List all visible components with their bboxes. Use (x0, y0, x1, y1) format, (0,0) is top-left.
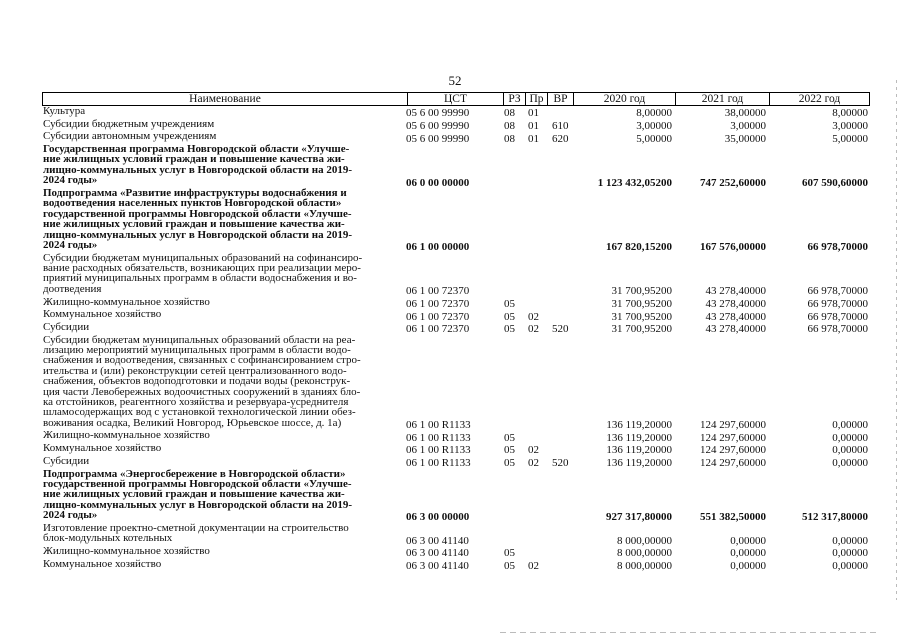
row-2021: 551 382,50000 (700, 511, 766, 524)
table-row (42, 546, 870, 559)
row-2021: 747 252,60000 (700, 176, 766, 189)
table-row (42, 456, 870, 469)
row-2020: 136 119,20000 (606, 419, 672, 432)
row-cst: 06 1 00 R1133 (406, 457, 471, 470)
row-2020: 3,00000 (636, 119, 672, 132)
table-row (42, 297, 870, 310)
row-name: Субсидии бюджетным учреждениям (43, 117, 215, 130)
table-row (42, 469, 870, 523)
table-row (42, 559, 870, 572)
row-cst: 06 0 00 00000 (406, 176, 470, 189)
row-name: Подпрограмма «Энергосбережение в Новгородской области» государственной программы Новгородской области «Улучше- ние жилищных условий граждан и повышение качества жи- лищно-коммунальных услуг в Новгородской области на 2019- 2024 годы» (43, 467, 353, 522)
row-2022: 0,00000 (832, 457, 868, 470)
row-rz: 05 (504, 431, 515, 444)
row-2022: 0,00000 (832, 547, 868, 560)
row-name: Изготовление проектно-сметной документации на строительство блок-модульных котельных (43, 521, 349, 545)
row-pr: 02 (528, 323, 539, 336)
row-rz: 05 (504, 297, 515, 310)
row-pr: 02 (528, 444, 539, 457)
row-2022: 66 978,70000 (807, 297, 868, 310)
row-2021: 124 297,60000 (700, 419, 766, 432)
row-name: Субсидии (43, 454, 90, 467)
row-2020: 8,00000 (636, 107, 672, 120)
row-vr: 620 (552, 132, 569, 145)
table-row (42, 188, 870, 253)
row-rz: 05 (504, 559, 515, 572)
row-cst: 06 1 00 72370 (406, 297, 470, 310)
row-2021: 3,00000 (730, 119, 766, 132)
row-vr: 610 (552, 119, 569, 132)
row-name: Субсидии бюджетам муниципальных образований области на реа- лизацию мероприятий муниципальных программ в области водо- снабжения и водоотведения, связанных с софинансированием стро- ительства и (или) реконструкции сетей централизованного водо- снабжения, объектов водоподготовки и подачи воды (реконструк- ция части Левобережных водоочистных сооружений в зданиях бло- ка отстойников, реагентного хозяйства и резервуара-усреднителя шламосодержащих вод с установкой технологической линии обез- воживания осадка, Великий Новгород, Юрьевское шоссе, д. 1а) (43, 333, 361, 429)
table-row (42, 106, 870, 119)
row-2021: 43 278,40000 (705, 323, 766, 336)
row-name: Подпрограмма «Развитие инфраструктуры водоснабжения и водоотведения населенных пунктов Новгородской области» государственной программы Новгородской области «Улучше- ние жилищных условий граждан и повышение качества жи- лищно-коммунальных услуг в Новгородской области на 2019- 2024 годы» (43, 186, 353, 251)
row-2022: 66 978,70000 (807, 323, 868, 336)
scan-footer-mark (500, 632, 880, 633)
row-rz: 08 (504, 107, 515, 120)
row-name: Государственная программа Новгородской области «Улучше- ние жилищных условий граждан и повышение качества жи- лищно-коммунальных услуг в Новгородской области на 2019- 2024 годы» (43, 143, 353, 187)
header-cst: ЦСТ (407, 93, 503, 105)
row-rz: 05 (504, 457, 515, 470)
row-cst: 05 6 00 99990 (406, 107, 470, 120)
row-2021: 43 278,40000 (705, 285, 766, 298)
row-2020: 136 119,20000 (606, 431, 672, 444)
row-pr: 02 (528, 559, 539, 572)
row-2021: 43 278,40000 (705, 297, 766, 310)
row-2021: 124 297,60000 (700, 457, 766, 470)
row-2020: 31 700,95200 (611, 323, 672, 336)
row-cst: 06 3 00 41140 (406, 559, 469, 572)
row-pr: 01 (528, 119, 539, 132)
row-2022: 8,00000 (832, 107, 868, 120)
row-2022: 0,00000 (832, 559, 868, 572)
row-name: Культура (43, 105, 86, 117)
row-2020: 31 700,95200 (611, 285, 672, 298)
row-2021: 124 297,60000 (700, 444, 766, 457)
table-body (42, 106, 870, 571)
row-2022: 0,00000 (832, 419, 868, 432)
header-2021: 2021 год (675, 93, 769, 105)
row-cst: 06 1 00 72370 (406, 285, 470, 298)
table-row (42, 335, 870, 431)
row-cst: 06 3 00 00000 (406, 511, 470, 524)
row-cst: 05 6 00 99990 (406, 132, 470, 145)
row-vr: 520 (552, 323, 569, 336)
table-row (42, 523, 870, 546)
row-2021: 43 278,40000 (705, 310, 766, 323)
table-row (42, 253, 870, 297)
row-cst: 06 1 00 R1133 (406, 419, 471, 432)
row-2022: 66 978,70000 (807, 285, 868, 298)
table-row (42, 443, 870, 456)
row-2020: 31 700,95200 (611, 297, 672, 310)
row-2021: 0,00000 (730, 534, 766, 547)
row-2021: 167 576,00000 (700, 241, 766, 254)
row-2022: 0,00000 (832, 431, 868, 444)
row-2020: 136 119,20000 (606, 444, 672, 457)
row-pr: 01 (528, 107, 539, 120)
header-2022: 2022 год (769, 93, 869, 105)
row-2022: 0,00000 (832, 534, 868, 547)
header-name: Наименование (189, 93, 261, 105)
row-2022: 512 317,80000 (802, 511, 868, 524)
table-row (42, 144, 870, 188)
row-2022: 66 978,70000 (807, 241, 868, 254)
row-rz: 05 (504, 444, 515, 457)
row-name: Жилищно-коммунальное хозяйство (43, 295, 210, 308)
row-name: Коммунальное хозяйство (43, 557, 162, 570)
row-pr: 01 (528, 132, 539, 145)
row-2022: 0,00000 (832, 444, 868, 457)
row-name: Субсидии бюджетам муниципальных образований на софинансиро- вание расходных обязательств, возникающих при реализации меро- приятий муниципальных программ в области водоснабжения и во- доотведения (43, 251, 363, 295)
row-vr: 520 (552, 457, 569, 470)
row-2020: 8 000,00000 (617, 559, 672, 572)
row-2022: 5,00000 (832, 132, 868, 145)
row-cst: 05 6 00 99990 (406, 119, 470, 132)
row-2020: 5,00000 (636, 132, 672, 145)
row-cst: 06 1 00 R1133 (406, 431, 471, 444)
table-header (42, 92, 870, 106)
header-pr: Пр (525, 93, 547, 105)
row-name: Субсидии автономным учреждениям (43, 130, 217, 143)
row-name: Жилищно-коммунальное хозяйство (43, 544, 210, 557)
table-row (42, 309, 870, 322)
row-2022: 3,00000 (832, 119, 868, 132)
row-2020: 8 000,00000 (617, 534, 672, 547)
row-2020: 167 820,15200 (606, 241, 672, 254)
row-2020: 31 700,95200 (611, 310, 672, 323)
row-name: Жилищно-коммунальное хозяйство (43, 429, 210, 442)
row-2022: 607 590,60000 (802, 176, 868, 189)
scan-margin-mark (896, 80, 897, 600)
row-rz: 05 (504, 547, 515, 560)
row-2021: 124 297,60000 (700, 431, 766, 444)
row-2020: 136 119,20000 (606, 457, 672, 470)
row-name: Субсидии (43, 320, 90, 333)
row-cst: 06 1 00 00000 (406, 241, 470, 254)
header-2020: 2020 год (573, 93, 675, 105)
row-rz: 08 (504, 119, 515, 132)
budget-table (42, 92, 870, 571)
row-pr: 02 (528, 457, 539, 470)
row-cst: 06 1 00 R1133 (406, 444, 471, 457)
row-name: Коммунальное хозяйство (43, 442, 162, 455)
row-cst: 06 1 00 72370 (406, 310, 470, 323)
table-row (42, 430, 870, 443)
row-2021: 0,00000 (730, 547, 766, 560)
row-2021: 35,00000 (724, 132, 766, 145)
row-rz: 05 (504, 310, 515, 323)
row-cst: 06 1 00 72370 (406, 323, 470, 336)
row-2021: 38,00000 (724, 107, 766, 120)
row-2021: 0,00000 (730, 559, 766, 572)
row-name: Коммунальное хозяйство (43, 308, 162, 321)
row-pr: 02 (528, 310, 539, 323)
row-2020: 8 000,00000 (617, 547, 672, 560)
table-row (42, 322, 870, 335)
row-rz: 08 (504, 132, 515, 145)
row-cst: 06 3 00 41140 (406, 547, 469, 560)
row-rz: 05 (504, 323, 515, 336)
row-2022: 66 978,70000 (807, 310, 868, 323)
header-rz: РЗ (503, 93, 525, 105)
row-2020: 1 123 432,05200 (597, 176, 672, 189)
page-number: 52 (448, 73, 462, 88)
row-2020: 927 317,80000 (606, 511, 672, 524)
header-vr: ВР (547, 93, 573, 105)
row-cst: 06 3 00 41140 (406, 534, 469, 547)
